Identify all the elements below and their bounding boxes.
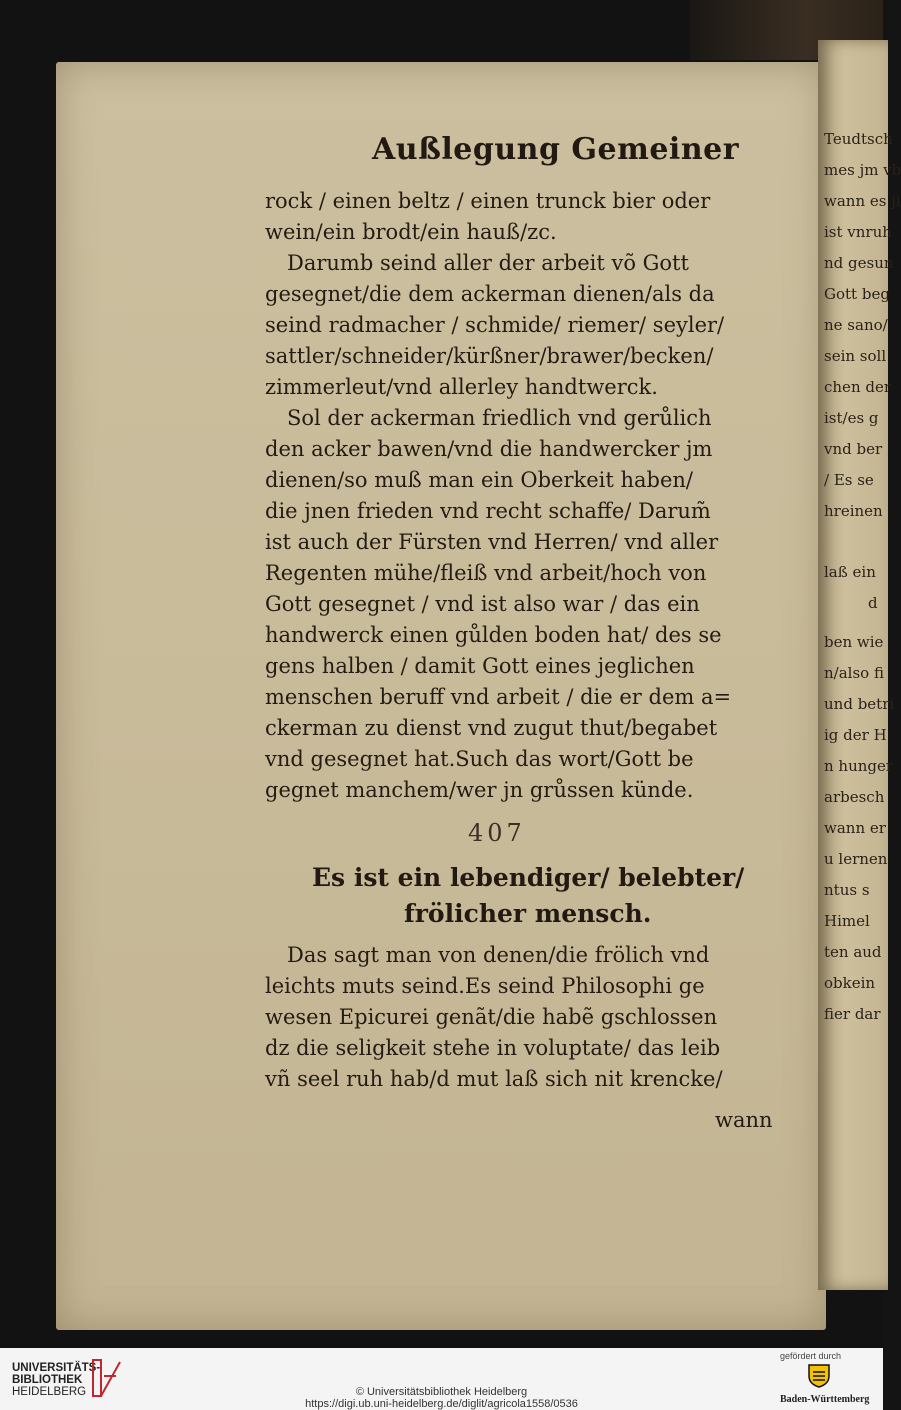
text-line: Darumb seind aller der arbeit võ Gott [287,251,689,275]
text-line: vñ seel ruh hab/d mut laß sich nit krencke/ [265,1067,723,1091]
text-line: seind radmacher / schmide/ riemer/ seyler/ [265,313,725,337]
facing-page-fragment: und betri [824,695,895,713]
facing-page-fragment: ne sano/ [824,316,888,334]
facing-page-fragment: d [868,594,878,612]
proverb-number: 407 [468,819,526,847]
copyright-text: © Universitätsbibliothek Heidelberg [355,1386,528,1398]
facing-page-fragment: / Es se [824,471,874,489]
facing-page-fragment: Teudtsch [824,130,893,148]
text-line: gesegnet/die dem ackerman dienen/als da [265,282,715,306]
text-line: wein/ein brodt/ein hauß/zc. [265,220,557,244]
text-line: menschen beruff vnd arbeit / die er dem a= [265,685,732,709]
facing-page-fragment: ist/es g [824,409,879,427]
facing-page-fragment: ntus s [824,881,870,899]
text-line: gens halben / damit Gott eines jeglichen [265,654,695,678]
facing-page-fragment: mes jm vb [824,161,901,179]
proverb-heading [312,860,752,932]
facing-page [818,40,901,1290]
text-line: dienen/so muß man ein Oberkeit haben/ [265,468,693,492]
logo-line: UNIVERSITÄTS- [12,1362,101,1374]
facing-page-fragment: vnd ber [824,440,883,458]
facing-page-fragment: Gott beg [824,285,890,303]
text-line: ist auch der Fürsten vnd Herren/ vnd aller [265,530,719,554]
catchword: wann [715,1108,773,1132]
text-line: wesen Epicurei genãt/die habẽ gschlossen [265,1005,718,1029]
sponsor-label: gefördert durch [780,1351,842,1361]
sponsor-name: Baden-Württemberg [780,1394,870,1405]
text-line: die jnen frieden vnd recht schaffe/ Darum̃ [265,499,711,523]
text-line: dz die seligkeit stehe in voluptate/ das leib [265,1036,721,1060]
text-line: Gott gesegnet / vnd ist also war / das ein [265,592,700,616]
facing-page-fragment: Himel [824,912,870,930]
body-text-part2 [265,940,795,1095]
text-line: gegnet manchem/wer jn grůssen künde. [265,778,694,802]
text-line: leichts muts seind.Es seind Philosophi ge [265,974,705,998]
text-line: ckerman zu dienst vnd zugut thut/begabet [265,716,718,740]
text-line: vnd gesegnet hat.Such das wort/Gott be [265,747,694,771]
facing-page-fragment: u lernen [824,850,888,868]
body-text-part1 [265,186,795,806]
facing-page-fragment: ist vnruh [824,223,892,241]
text-line: zimmerleut/vnd allerley handtwerck. [265,375,658,399]
crest-icon [805,1362,833,1388]
logo-line: HEIDELBERG [12,1386,87,1398]
facing-page-fragment: laß ein [824,563,876,581]
text-line: Regenten mühe/fleiß vnd arbeit/hoch von [265,561,707,585]
facing-page-fragment: wann es ji [824,192,901,210]
facing-page-fragment: n hunger [824,757,894,775]
facing-page-fragment: hreinen [824,502,883,520]
text-line: rock / einen beltz / einen trunck bier oder [265,189,711,213]
facing-page-fragment: chen der [824,378,892,396]
facing-page-fragment: wann er [824,819,886,837]
heading-line: Es ist ein lebendiger/ belebter/ [312,863,745,892]
permalink-url[interactable]: https://digi.ub.uni-heidelberg.de/diglit/agricola1558/0536 [305,1398,578,1410]
facing-page-fragment: obkein [824,974,876,992]
text-line: Das sagt man von denen/die frölich vnd [287,943,710,967]
text-line: handwerck einen gůlden boden hat/ des se [265,623,722,647]
facing-page-fragment: ben wie [824,633,884,651]
facing-page-fragment: arbesch [824,788,885,806]
facing-page-fragment: sein soll [824,347,887,365]
facing-page-fragment: nd gesun [824,254,894,272]
heading-line: frölicher mensch. [404,899,652,928]
logo-line: BIBLIOTHEK [12,1374,83,1386]
text-line: den acker bawen/vnd die handwercker jm [265,437,713,461]
facing-page-fragment: fier dar [824,1005,881,1023]
text-line: Sol der ackerman friedlich vnd gerůlich [287,406,712,430]
facing-page-fragment: n/also fi [824,664,884,682]
running-header: Außlegung Gemeiner [372,132,740,167]
facing-page-fragment: ten aud [824,943,882,961]
facing-page-fragment: ig der H [824,726,887,744]
text-line: sattler/schneider/kürßner/brawer/becken/ [265,344,714,368]
